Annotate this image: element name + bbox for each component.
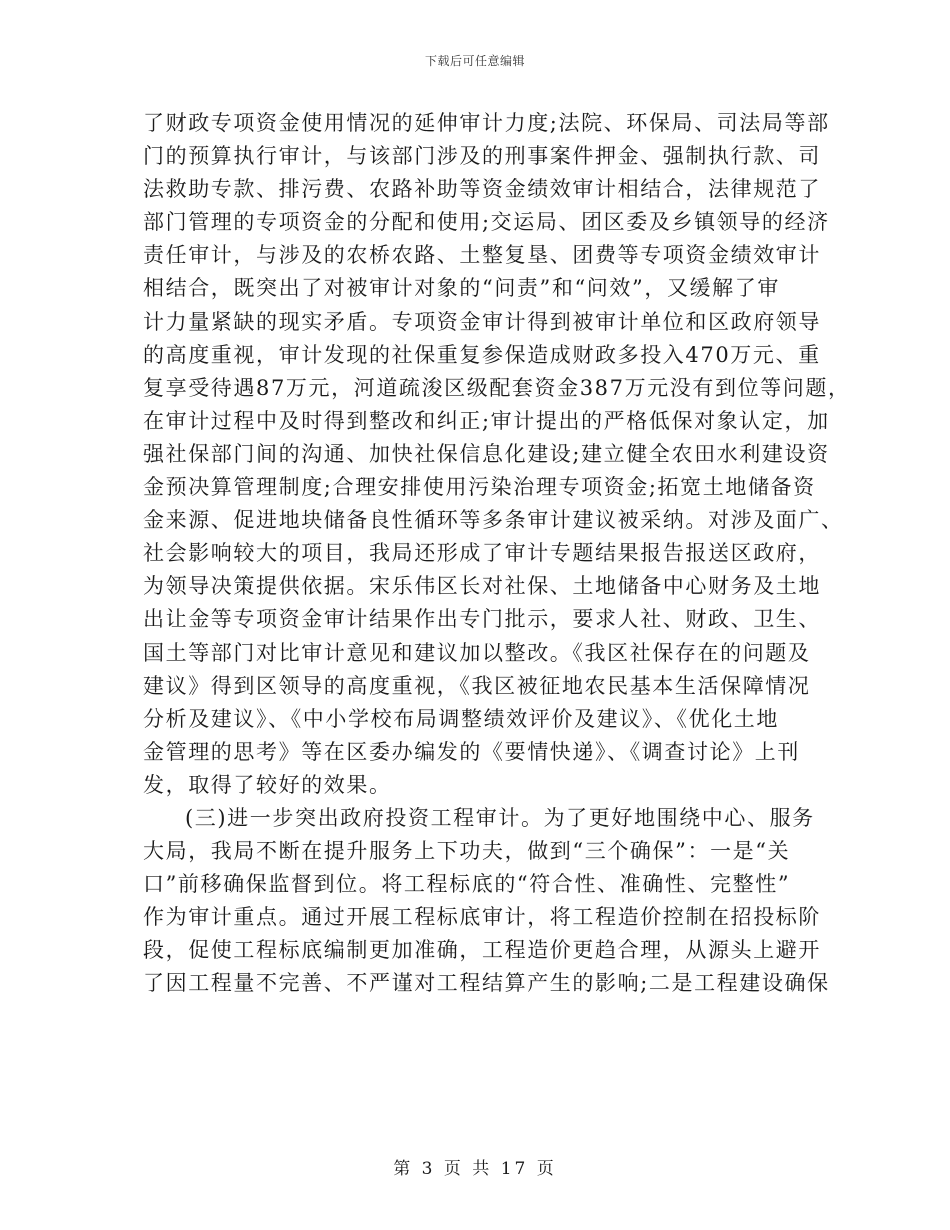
- document-body: [143, 107, 851, 1001]
- text-line: 计力量紧缺的现实矛盾。专项资金审计得到被审计单位和区政府领导: [143, 309, 821, 334]
- text-line: 段，促使工程标底编制更加准确，工程造价更趋合理，从源头上避开: [143, 938, 821, 963]
- text-line: 发，取得了较好的效果。: [143, 772, 392, 797]
- page-number-footer: 第 3 页 共 17 页: [393, 1159, 557, 1179]
- text-line: 分析及建议》、《中小学校布局调整绩效评价及建议》、《优化土地: [143, 706, 779, 731]
- text-line: 金来源、促进地块储备良性循环等多条审计建议被采纳。对涉及面广、: [143, 508, 844, 533]
- text-line: 金预决算管理制度;合理安排使用污染治理专项资金;拓宽土地储备资: [143, 475, 816, 500]
- text-line: 出让金等专项资金审计结果作出专门批示，要求人社、财政、卫生、: [143, 607, 821, 632]
- text-line: 了财政专项资金使用情况的延伸审计力度;法院、环保局、司法局等部: [143, 111, 830, 135]
- text-line: 强社保部门间的沟通、加快社保信息化建设;建立健全农田水利建设资: [143, 441, 830, 466]
- text-line: 建议》得到区领导的高度重视，《我区被征地农民基本生活保障情况: [143, 673, 811, 698]
- text-line: 为领导决策提供依据。宋乐伟区长对社保、土地储备中心财务及土地: [143, 574, 821, 599]
- text-line: 在审计过程中及时得到整改和纠正;审计提出的严格低保对象认定，加: [143, 408, 830, 433]
- text-line: 社会影响较大的项目，我局还形成了审计专题结果报告报送区政府，: [143, 541, 821, 566]
- paragraph-start-line: (三)进一步突出政府投资工程审计。为了更好地围绕中心、服务: [185, 805, 815, 830]
- text-line: 大局，我局不断在提升服务上下功夫，做到“三个确保”：一是“关: [143, 839, 791, 864]
- text-line: 部门管理的专项资金的分配和使用;交运局、团区委及乡镇领导的经济: [143, 210, 830, 235]
- text-line: 复享受待遇87万元，河道疏浚区级配套资金387万元没有到位等问题，: [143, 375, 851, 400]
- text-line: 金管理的思考》等在区委办编发的《要情快递》、《调查讨论》上刊: [143, 739, 800, 764]
- page-header-note: 下载后可任意编辑: [424, 54, 525, 68]
- text-line: 相结合，既突出了对被审计对象的“问责”和“问效”，又缓解了审: [143, 276, 780, 301]
- text-line: 作为审计重点。通过开展工程标底审计，将工程造价控制在招投标阶: [143, 905, 821, 930]
- text-line: 了因工程量不完善、不严谨对工程结算产生的影响;二是工程建设确保: [143, 971, 830, 996]
- text-line: 口”前移确保监督到位。将工程标底的“符合性、准确性、完整性”: [143, 872, 791, 897]
- text-line: 的高度重视，审计发现的社保重复参保造成财政多投入470万元、重: [143, 342, 821, 367]
- text-line: 国土等部门对比审计意见和建议加以整改。《我区社保存在的问题及: [143, 640, 811, 665]
- text-line: 门的预算执行审计，与该部门涉及的刑事案件押金、强制执行款、司: [143, 144, 821, 169]
- text-line: 法救助专款、排污费、农路补助等资金绩效审计相结合，法律规范了: [143, 177, 821, 202]
- text-line: 责任审计，与涉及的农桥农路、土整复垦、团费等专项资金绩效审计: [143, 243, 821, 268]
